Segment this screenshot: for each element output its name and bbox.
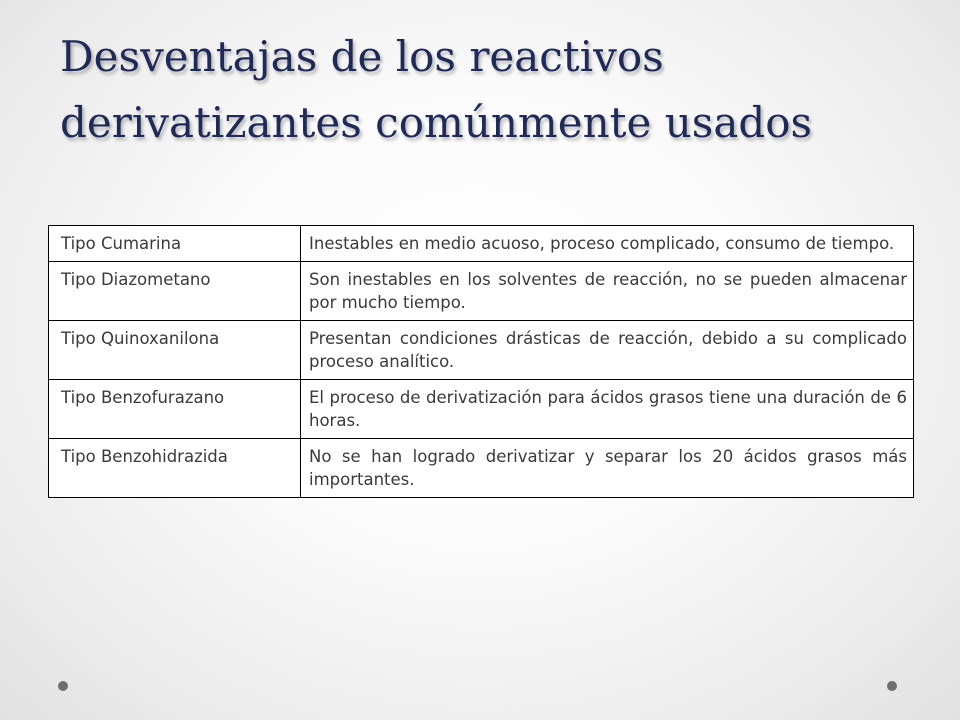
reagent-type-cell: Tipo Diazometano <box>49 262 301 321</box>
reagent-type-cell: Tipo Benzofurazano <box>49 380 301 439</box>
table-row <box>49 439 914 498</box>
reagent-type-cell: Tipo Benzohidrazida <box>49 439 301 498</box>
table-row <box>49 321 914 380</box>
disadvantage-cell: Son inestables en los solventes de reacción, no se pueden almacenar por mucho tiempo. <box>301 262 914 321</box>
slide-title <box>60 24 920 156</box>
reagent-type-cell: Tipo Quinoxanilona <box>49 321 301 380</box>
table-row <box>49 262 914 321</box>
decorative-dot-left <box>58 681 68 691</box>
disadvantage-cell: No se han logrado derivatizar y separar los 20 ácidos grasos más importantes. <box>301 439 914 498</box>
reagent-type-cell: Tipo Cumarina <box>49 226 301 262</box>
slide-title-line-1: Desventajas de los reactivos <box>60 32 664 81</box>
disadvantages-table <box>48 225 914 498</box>
disadvantage-cell: El proceso de derivatización para ácidos grasos tiene una duración de 6 horas. <box>301 380 914 439</box>
table-row <box>49 380 914 439</box>
disadvantage-cell: Inestables en medio acuoso, proceso complicado, consumo de tiempo. <box>301 226 914 262</box>
disadvantage-cell: Presentan condiciones drásticas de reacción, debido a su complicado proceso analítico. <box>301 321 914 380</box>
table-row <box>49 226 914 262</box>
decorative-dot-right <box>887 681 897 691</box>
slide-title-line-2: derivatizantes comúnmente usados <box>60 98 813 147</box>
